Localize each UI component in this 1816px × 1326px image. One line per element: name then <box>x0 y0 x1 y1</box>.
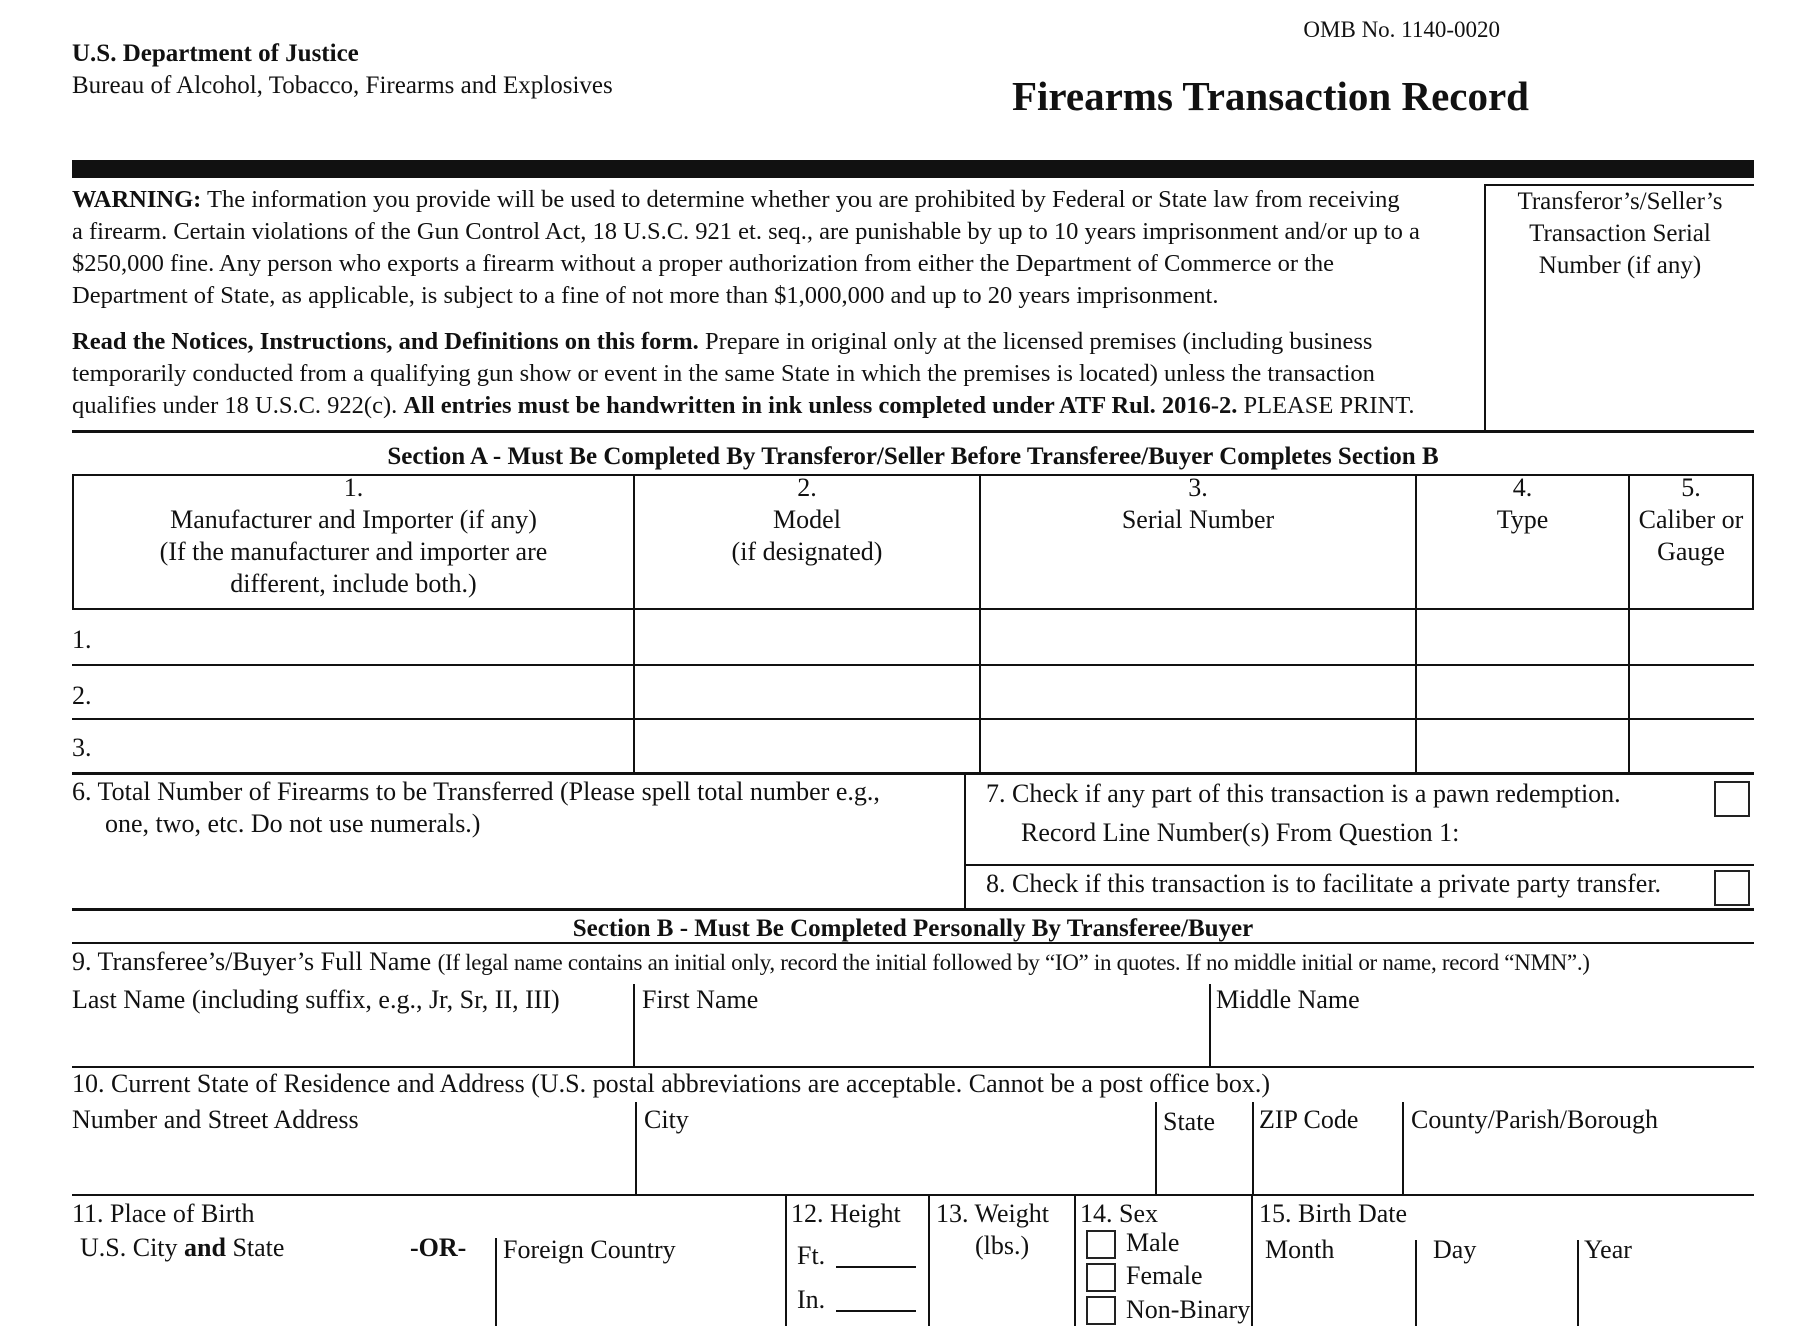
q12-label: 12. Height <box>791 1199 901 1228</box>
weight-field[interactable] <box>930 1196 1074 1326</box>
q6-label-1: 6. Total Number of Firearms to be Transferred (Please spell total number e.g., <box>72 777 880 806</box>
middle-name-label: Middle Name <box>1216 985 1360 1014</box>
sex-nonbinary-checkbox[interactable] <box>1086 1296 1116 1325</box>
read-notice-bold: Read the Notices, Instructions, and Definitions on this form. <box>72 328 699 355</box>
first-name-field[interactable] <box>635 984 1209 1066</box>
bureau-name: Bureau of Alcohol, Tobacco, Firearms and Explosives <box>72 72 613 99</box>
county-label: County/Parish/Borough <box>1411 1105 1659 1134</box>
birth-month-field[interactable] <box>1253 1234 1415 1326</box>
section-b-rule <box>72 908 1754 911</box>
sex-female-checkbox[interactable] <box>1086 1263 1116 1292</box>
state-field[interactable] <box>1157 1104 1252 1194</box>
street-address-label: Number and Street Address <box>72 1105 359 1134</box>
state-label-11: State <box>225 1233 285 1262</box>
please-print: PLEASE PRINT. <box>1243 392 1415 419</box>
warning-line-3: $250,000 fine. Any person who exports a firearm without a proper authorization from either the Department of Commerce or the <box>72 250 1335 277</box>
or-label: -OR- <box>410 1233 467 1262</box>
first-name-label: First Name <box>642 985 759 1014</box>
last-name-field[interactable] <box>72 984 633 1066</box>
table-row[interactable] <box>72 610 1754 664</box>
q9-note: (If legal name contains an initial only, record the initial followed by “IO” in quotes. If no middle initial or name, record “NMN”.) <box>437 950 1590 975</box>
row-number: 3. <box>72 733 92 762</box>
birth-day-field[interactable] <box>1417 1234 1577 1326</box>
foreign-country-label: Foreign Country <box>503 1235 676 1264</box>
q6-total-firearms-field[interactable] <box>72 776 962 906</box>
serial-box-label-2: Transaction Serial <box>1529 220 1711 247</box>
height-ft-label: Ft. <box>797 1241 826 1270</box>
transaction-serial-field[interactable] <box>1486 184 1754 430</box>
zip-code-label: ZIP Code <box>1259 1105 1359 1134</box>
warning-line-1: The information you provide will be used to determine whether you are prohibited by Federal or State law from receiving <box>207 186 1400 213</box>
state-label: State <box>1163 1107 1215 1136</box>
sex-female-label: Female <box>1126 1261 1203 1290</box>
q11-label: 11. Place of Birth <box>72 1199 255 1228</box>
q15-label: 15. Birth Date <box>1259 1199 1408 1228</box>
warning-label: WARNING: <box>72 186 202 213</box>
ink-requirement: All entries must be handwritten in ink unless completed under ATF Rul. 2016-2. <box>403 392 1238 419</box>
q14-label: 14. Sex <box>1080 1199 1158 1228</box>
warning-line-4: Department of State, as applicable, is subject to a fine of not more than $1,000,000 and up to 20 years imprisonment. <box>72 282 1219 309</box>
county-field[interactable] <box>1404 1104 1754 1194</box>
birth-day-label: Day <box>1433 1235 1477 1264</box>
section-a-rule <box>72 430 1754 433</box>
q7-pawn-checkbox[interactable] <box>1714 781 1750 817</box>
read-notice-line-2: temporarily conducted from a qualifying gun show or event in the same State in which the premises is located) unless the transaction <box>72 360 1375 387</box>
birth-year-label: Year <box>1584 1235 1632 1264</box>
section-a-title: Section A - Must Be Completed By Transferor/Seller Before Transferee/Buyer Completes Section B <box>387 443 1439 470</box>
height-ft-field[interactable] <box>836 1266 916 1268</box>
height-in-field[interactable] <box>836 1310 916 1312</box>
serial-box-label-3: Number (if any) <box>1538 252 1702 279</box>
row-number: 2. <box>72 681 92 710</box>
q10-label: 10. Current State of Residence and Address (U.S. postal abbreviations are acceptable. Cannot be a post office box.) <box>72 1069 1271 1098</box>
read-notice-text: Prepare in original only at the licensed premises (including business <box>704 328 1373 355</box>
sex-male-checkbox[interactable] <box>1086 1230 1116 1259</box>
q8-label: 8. Check if this transaction is to facilitate a private party transfer. <box>986 869 1662 898</box>
city-label: City <box>644 1105 689 1134</box>
row-number: 1. <box>72 625 92 654</box>
q8-private-transfer-checkbox[interactable] <box>1714 870 1750 906</box>
read-notice-line-3a: qualifies under 18 U.S.C. 922(c). <box>72 392 398 419</box>
birth-year-field[interactable] <box>1579 1234 1754 1326</box>
birth-month-label: Month <box>1265 1235 1335 1264</box>
sex-nonbinary-label: Non-Binary <box>1126 1295 1251 1324</box>
and-label: and <box>184 1233 226 1262</box>
sex-male-label: Male <box>1126 1228 1180 1257</box>
foreign-country-field[interactable] <box>497 1232 785 1326</box>
warning-line-2: a firearm. Certain violations of the Gun Control Act, 18 U.S.C. 921 et. seq., are punishable by up to 10 years imprisonment and/or up to a <box>72 218 1420 245</box>
street-address-field[interactable] <box>72 1104 635 1194</box>
city-field[interactable] <box>637 1104 1155 1194</box>
q13-label: 13. Weight <box>936 1199 1049 1228</box>
table-row[interactable] <box>72 666 1754 718</box>
table-row[interactable] <box>72 720 1754 772</box>
q9-label <box>72 946 1590 979</box>
q6-label-2: one, two, etc. Do not use numerals.) <box>105 809 481 838</box>
q7-record-line-label: Record Line Number(s) From Question 1: <box>1021 818 1460 847</box>
zip-code-field[interactable] <box>1254 1104 1402 1194</box>
department-name: U.S. Department of Justice <box>72 40 359 67</box>
omb-number: OMB No. 1140-0020 <box>1303 17 1500 42</box>
serial-box-label-1: Transferor’s/Seller’s <box>1517 188 1723 215</box>
last-name-label: Last Name (including suffix, e.g., Jr, Sr, II, III) <box>72 985 560 1014</box>
weight-unit: (lbs.) <box>975 1231 1030 1260</box>
q7-label: 7. Check if any part of this transaction is a pawn redemption. <box>986 779 1621 808</box>
height-in-label: In. <box>797 1285 826 1314</box>
section-b-title: Section B - Must Be Completed Personally By Transferee/Buyer <box>572 915 1254 942</box>
form-title: Firearms Transaction Record <box>1012 73 1529 119</box>
q9-label-text: 9. Transferee’s/Buyer’s Full Name <box>72 947 432 976</box>
middle-name-field[interactable] <box>1211 984 1754 1066</box>
header-bar <box>72 160 1754 178</box>
us-city-label: U.S. City <box>80 1233 185 1262</box>
